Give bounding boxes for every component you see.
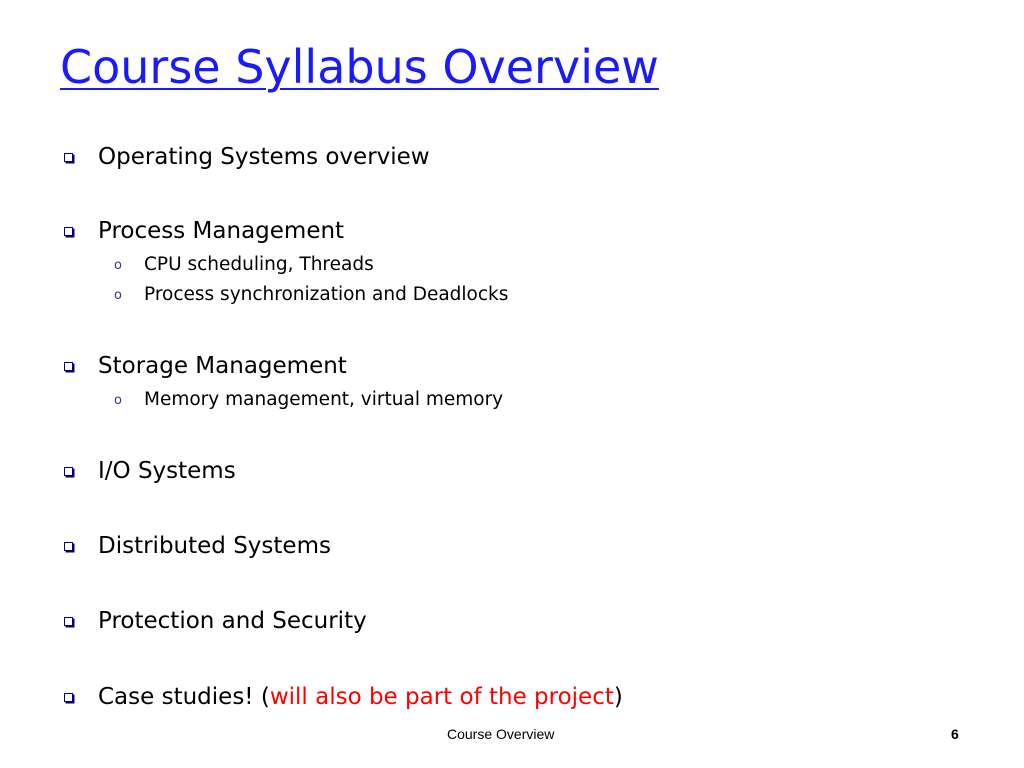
bullet-text: Process Management <box>98 218 345 244</box>
circle-bullet-icon: o <box>114 257 122 273</box>
bullet-text: Distributed Systems <box>98 533 331 559</box>
circle-bullet-icon: o <box>114 392 122 408</box>
circle-bullet-icon: o <box>114 287 122 303</box>
highlighted-text: will also be part of the project <box>269 684 614 710</box>
bullet-item <box>64 604 367 638</box>
sub-bullet-item <box>114 387 503 413</box>
bullet-text: Operating Systems overview <box>98 144 430 170</box>
square-bullet-icon <box>64 693 73 702</box>
square-bullet-icon <box>64 153 73 162</box>
bullet-text: I/O Systems <box>98 458 236 484</box>
sub-bullet-item <box>114 282 508 308</box>
sub-bullet-text: CPU scheduling, Threads <box>144 254 374 275</box>
bullet-text-before: Case studies! ( <box>98 684 270 710</box>
bullet-item <box>64 454 236 488</box>
bullet-text <box>98 680 623 714</box>
page-number: 6 <box>951 726 959 742</box>
bullet-text: Storage Management <box>98 353 347 379</box>
bullet-item <box>64 140 430 174</box>
square-bullet-icon <box>64 542 73 551</box>
sub-bullet-item <box>114 252 374 278</box>
bullet-item <box>64 349 347 383</box>
footer-text: Course Overview <box>447 726 555 742</box>
square-bullet-icon <box>64 467 73 476</box>
bullet-item <box>64 214 344 248</box>
bullet-item <box>64 529 331 563</box>
bullet-text-after: ) <box>613 684 623 710</box>
bullet-item <box>64 680 623 714</box>
sub-bullet-text: Memory management, virtual memory <box>144 389 504 410</box>
square-bullet-icon <box>64 362 73 371</box>
slide-title: Course Syllabus Overview <box>60 40 659 94</box>
bullet-text: Protection and Security <box>98 608 367 634</box>
square-bullet-icon <box>64 617 73 626</box>
sub-bullet-text: Process synchronization and Deadlocks <box>144 284 509 305</box>
square-bullet-icon <box>64 227 73 236</box>
